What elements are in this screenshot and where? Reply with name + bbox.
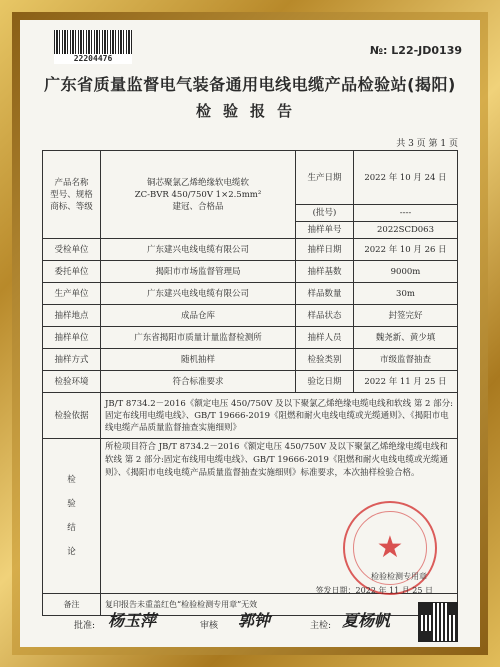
sampling-base-value: 9000m (354, 261, 458, 283)
report-title: 广东省质量监督电气装备通用电线电缆产品检验站(揭阳) (44, 75, 456, 94)
approve-signature: 杨玉萍 (108, 611, 157, 630)
red-seal-icon: ★ (343, 501, 437, 595)
production-unit-value: 广东建兴电线电缆有限公司 (101, 283, 296, 305)
inspected-unit-value: 广东建兴电线电缆有限公司 (101, 239, 296, 261)
entrusting-unit-label: 委托单位 (43, 261, 101, 283)
report-table (42, 150, 458, 616)
verification-date-label: 验讫日期 (296, 371, 354, 393)
report-document (20, 20, 480, 647)
barcode-icon (54, 30, 132, 56)
sampler-label: 抽样人员 (296, 327, 354, 349)
basis-label: 检验依据 (43, 393, 101, 439)
sample-status-label: 样品状态 (296, 305, 354, 327)
remark-label: 备注 (43, 594, 101, 616)
batch-label: (批号) (296, 205, 354, 222)
page-info: 共 3 页 第 1 页 (396, 139, 458, 149)
inspector-label: 主检: (310, 621, 332, 631)
sample-status-value: 封签完好 (354, 305, 458, 327)
sampling-place-value: 成品仓库 (101, 305, 296, 327)
sampling-unit-value: 广东省揭阳市质量计量监督检测所 (101, 327, 296, 349)
production-date-value: 2022 年 10 月 24 日 (354, 151, 458, 205)
sample-no-value: 2022SCD063 (354, 222, 458, 239)
sampling-place-label: 抽样地点 (43, 305, 101, 327)
inspection-type-value: 市级监督抽查 (354, 349, 458, 371)
environment-label: 检验环境 (43, 371, 101, 393)
inspection-type-label: 检验类别 (296, 349, 354, 371)
environment-value: 符合标准要求 (101, 371, 296, 393)
conclusion-label: 检 验 结 论 (43, 439, 101, 594)
sample-qty-value: 30m (354, 283, 458, 305)
production-unit-label: 生产单位 (43, 283, 101, 305)
sampler-value: 魏尧新、黄少填 (354, 327, 458, 349)
sampling-date-value: 2022 年 10 月 26 日 (354, 239, 458, 261)
conclusion-value: 所检项目符合 JB/T 8734.2－2016《额定电压 450/750V 及以下聚氯乙烯绝缘电缆电线和软线 第 2 部分:固定布线用电缆电线》、GB/T 19666-2019《阻燃和耐火电线电缆或光缆通则》、《揭阳市电线电缆产品质量监督抽查实施细则》标准要求，本次抽样检验合格。 (105, 442, 448, 478)
review-label: 审核 (200, 621, 219, 631)
sampling-unit-label: 抽样单位 (43, 327, 101, 349)
product-name-value: 铜芯聚氯乙烯绝缘软电缆软 ZC-BVR 450/750V 1×2.5mm² 建冠、合格品 (101, 151, 296, 239)
seal-date: 签发日期：2022 年 11 月 25 日 (315, 586, 433, 595)
report-number: №: L22-JD0139 (369, 44, 462, 57)
entrusting-unit-value: 揭阳市市场监督管理局 (101, 261, 296, 283)
inspector-signature: 夏杨帆 (342, 611, 391, 630)
sample-no-label: 抽样单号 (296, 222, 354, 239)
sampling-date-label: 抽样日期 (296, 239, 354, 261)
batch-value: ---- (354, 205, 458, 222)
signature-footer (42, 602, 458, 642)
sample-qty-label: 样品数量 (296, 283, 354, 305)
qr-code-icon (418, 602, 458, 642)
review-signature: 郭钟 (238, 611, 271, 630)
approve-label: 批准: (74, 621, 96, 631)
product-name-label: 产品名称 型号、规格 商标、等级 (43, 151, 101, 239)
production-date-label: 生产日期 (296, 151, 354, 205)
verification-date-value: 2022 年 11 月 25 日 (354, 371, 458, 393)
inspected-unit-label: 受检单位 (43, 239, 101, 261)
report-subtitle: 检验报告 (195, 102, 304, 120)
basis-value: JB/T 8734.2－2016《额定电压 450/750V 及以下聚氯乙烯绝缘电缆电线和软线 第 2 部分:固定布线用电缆电线》、GB/T 19666-2019《阻燃和耐火电线电缆或光缆通则》、《揭阳市电线电缆产品质量监督抽查实施细则》 (101, 393, 458, 439)
sampling-base-label: 抽样基数 (296, 261, 354, 283)
sampling-method-value: 随机抽样 (101, 349, 296, 371)
sampling-method-label: 抽样方式 (43, 349, 101, 371)
remark-value: 复印报告未重盖红色“检验检测专用章”无效 (101, 594, 458, 616)
conclusion-cell (101, 439, 458, 594)
seal-text: 检验检测专用章 (371, 572, 427, 581)
barcode-number: 22204476 (54, 54, 132, 64)
